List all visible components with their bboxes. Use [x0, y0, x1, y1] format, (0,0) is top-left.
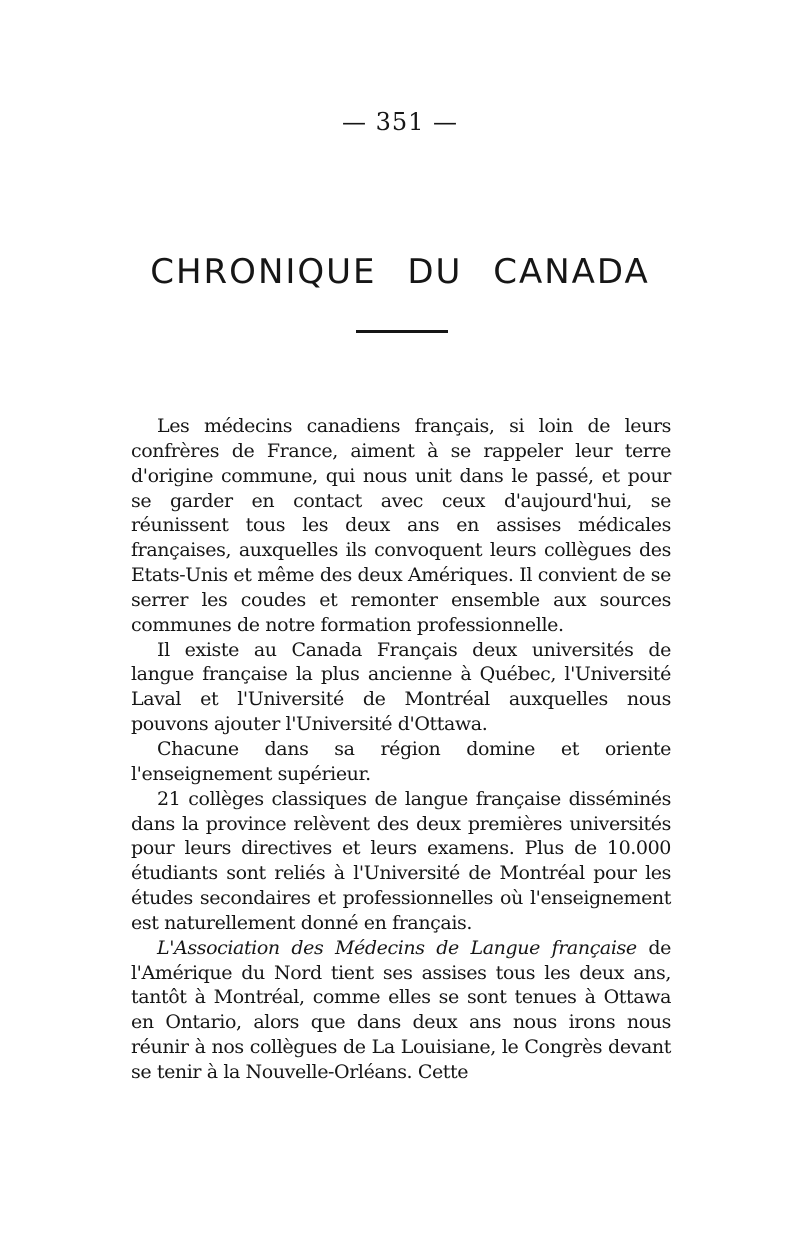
paragraph: 21 collèges classiques de langue française disséminés dans la province relèvent des deux premières universités pour leurs directives et leurs examens. Plus de 10.000 étudiants sont reliés à l'Université de Montréal pour les études secondaires et professionnelles où l'enseignement est naturellement donné en français.	[131, 787, 671, 934]
paragraph: Chacune dans sa région domine et oriente l'enseignement supérieur.	[131, 737, 671, 785]
paragraph	[131, 936, 671, 1085]
title-rule	[356, 330, 448, 333]
paragraph: Les médecins canadiens français, si loin de leurs confrères de France, aiment à se rappeler leur terre d'origine commune, qui nous unit dans le passé, et pour se garder en contact avec ceux d'aujourd'hui, se réunissent tous les deux ans en assises médicales françaises, auxquelles ils convoquent leurs collègues des Etats-Unis et même des deux Amériques. Il convient de se serrer les coudes et remonter ensemble aux sources communes de notre formation professionnelle.	[131, 415, 671, 636]
paragraph: Il existe au Canada Français deux universités de langue française la plus ancienne à Québec, l'Université Laval et l'Université de Montréal auxquelles nous pouvons ajouter l'Université d'Ottawa.	[131, 638, 671, 736]
paragraph-continuation: de l'Amérique du Nord tient ses assises tous les deux ans, tantôt à Montréal, comme elles se sont tenues à Ottawa en Ontario, alors que dans deux ans nous irons nous réunir à nos collègues de La Louisiane, le Congrès devant se tenir à la Nouvelle-Orléans. Cette	[131, 936, 671, 1083]
chapter-title: CHRONIQUE DU CANADA	[150, 252, 650, 292]
text-body	[131, 414, 671, 1085]
association-name: L'Association des Médecins de Langue française	[157, 936, 637, 959]
page-number: — 351 —	[341, 108, 459, 136]
